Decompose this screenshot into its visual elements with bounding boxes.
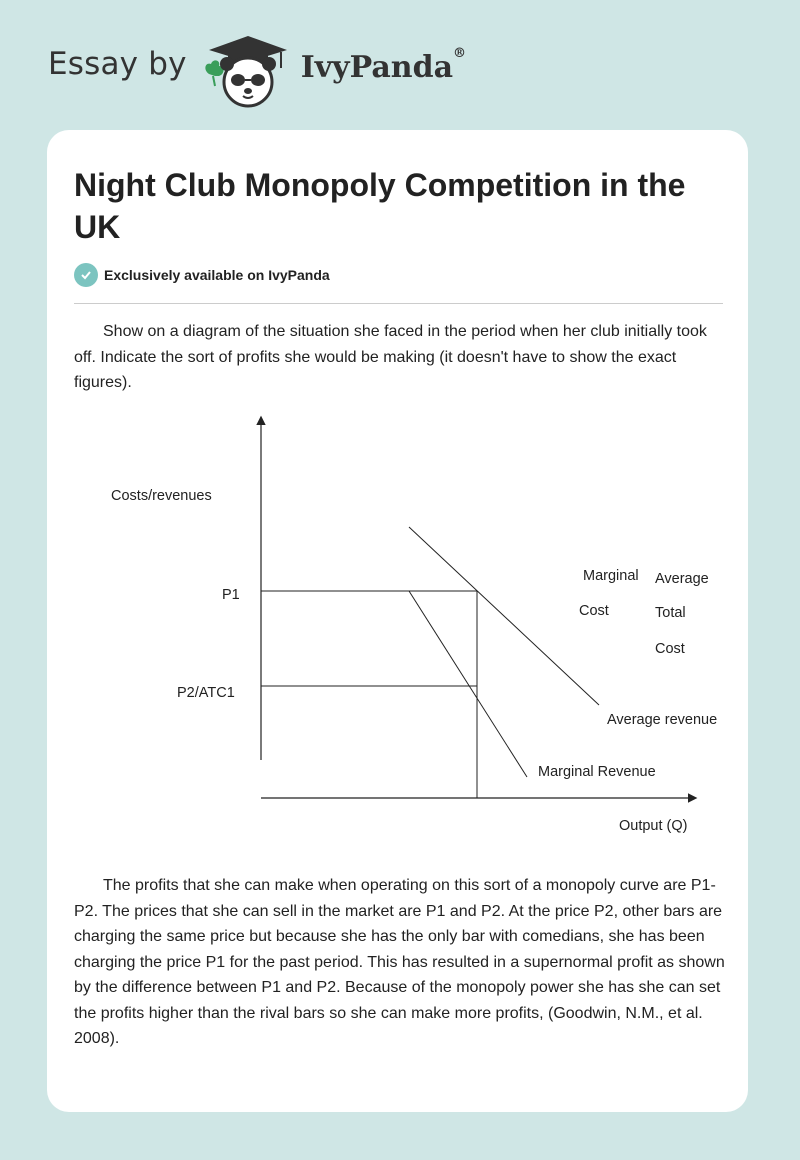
brand-prefix: Essay by (48, 46, 187, 82)
exclusive-badge (74, 263, 330, 287)
marginal-revenue-line (409, 591, 527, 777)
p2-label: P2/ATC1 (177, 685, 235, 701)
brand-name: IvyPanda® (300, 45, 467, 85)
mc-label-line2: Cost (579, 603, 609, 619)
atc-label-line2: Total (655, 605, 686, 621)
page-title: Night Club Monopoly Competition in the UK (74, 167, 686, 245)
brand-header (48, 30, 466, 110)
atc-label-line3: Cost (655, 641, 685, 657)
divider (74, 303, 723, 304)
paragraph-analysis: The profits that she can make when operating on this sort of a monopoly curve are P1-P2. The prices that she can sell in the market are P1 and P2. At the price P2, other bars are charging the same price but because she has the only bar with comedians, she has been charging the price P1 for the past period. This has resulted in a supernormal profit as shown by the difference between P1 and P2. Because of the monopoly power she has she can set the profits higher than the rival bars so she can make more profits, (Goodwin, N.M., et al. 2008). (74, 877, 725, 1047)
mr-label: Marginal Revenue (538, 764, 656, 780)
y-axis-label: Costs/revenues (111, 488, 212, 504)
p1-label: P1 (222, 587, 240, 603)
x-axis-label: Output (Q) (619, 818, 688, 834)
panda-logo-icon[interactable] (201, 30, 295, 110)
badge-text: Exclusively available on IvyPanda (104, 267, 330, 283)
ar-label: Average revenue (607, 712, 718, 728)
average-revenue-line (409, 527, 599, 705)
paragraph-intro: Show on a diagram of the situation she faced in the period when her club initially took off. Indicate the sort of profits she would be making (it doesn't have to show the exact figures). (74, 323, 707, 391)
monopoly-diagram (47, 400, 748, 870)
mc-label-line1: Marginal (583, 568, 639, 584)
check-icon (74, 263, 98, 287)
atc-label-line1: Average (655, 571, 709, 587)
